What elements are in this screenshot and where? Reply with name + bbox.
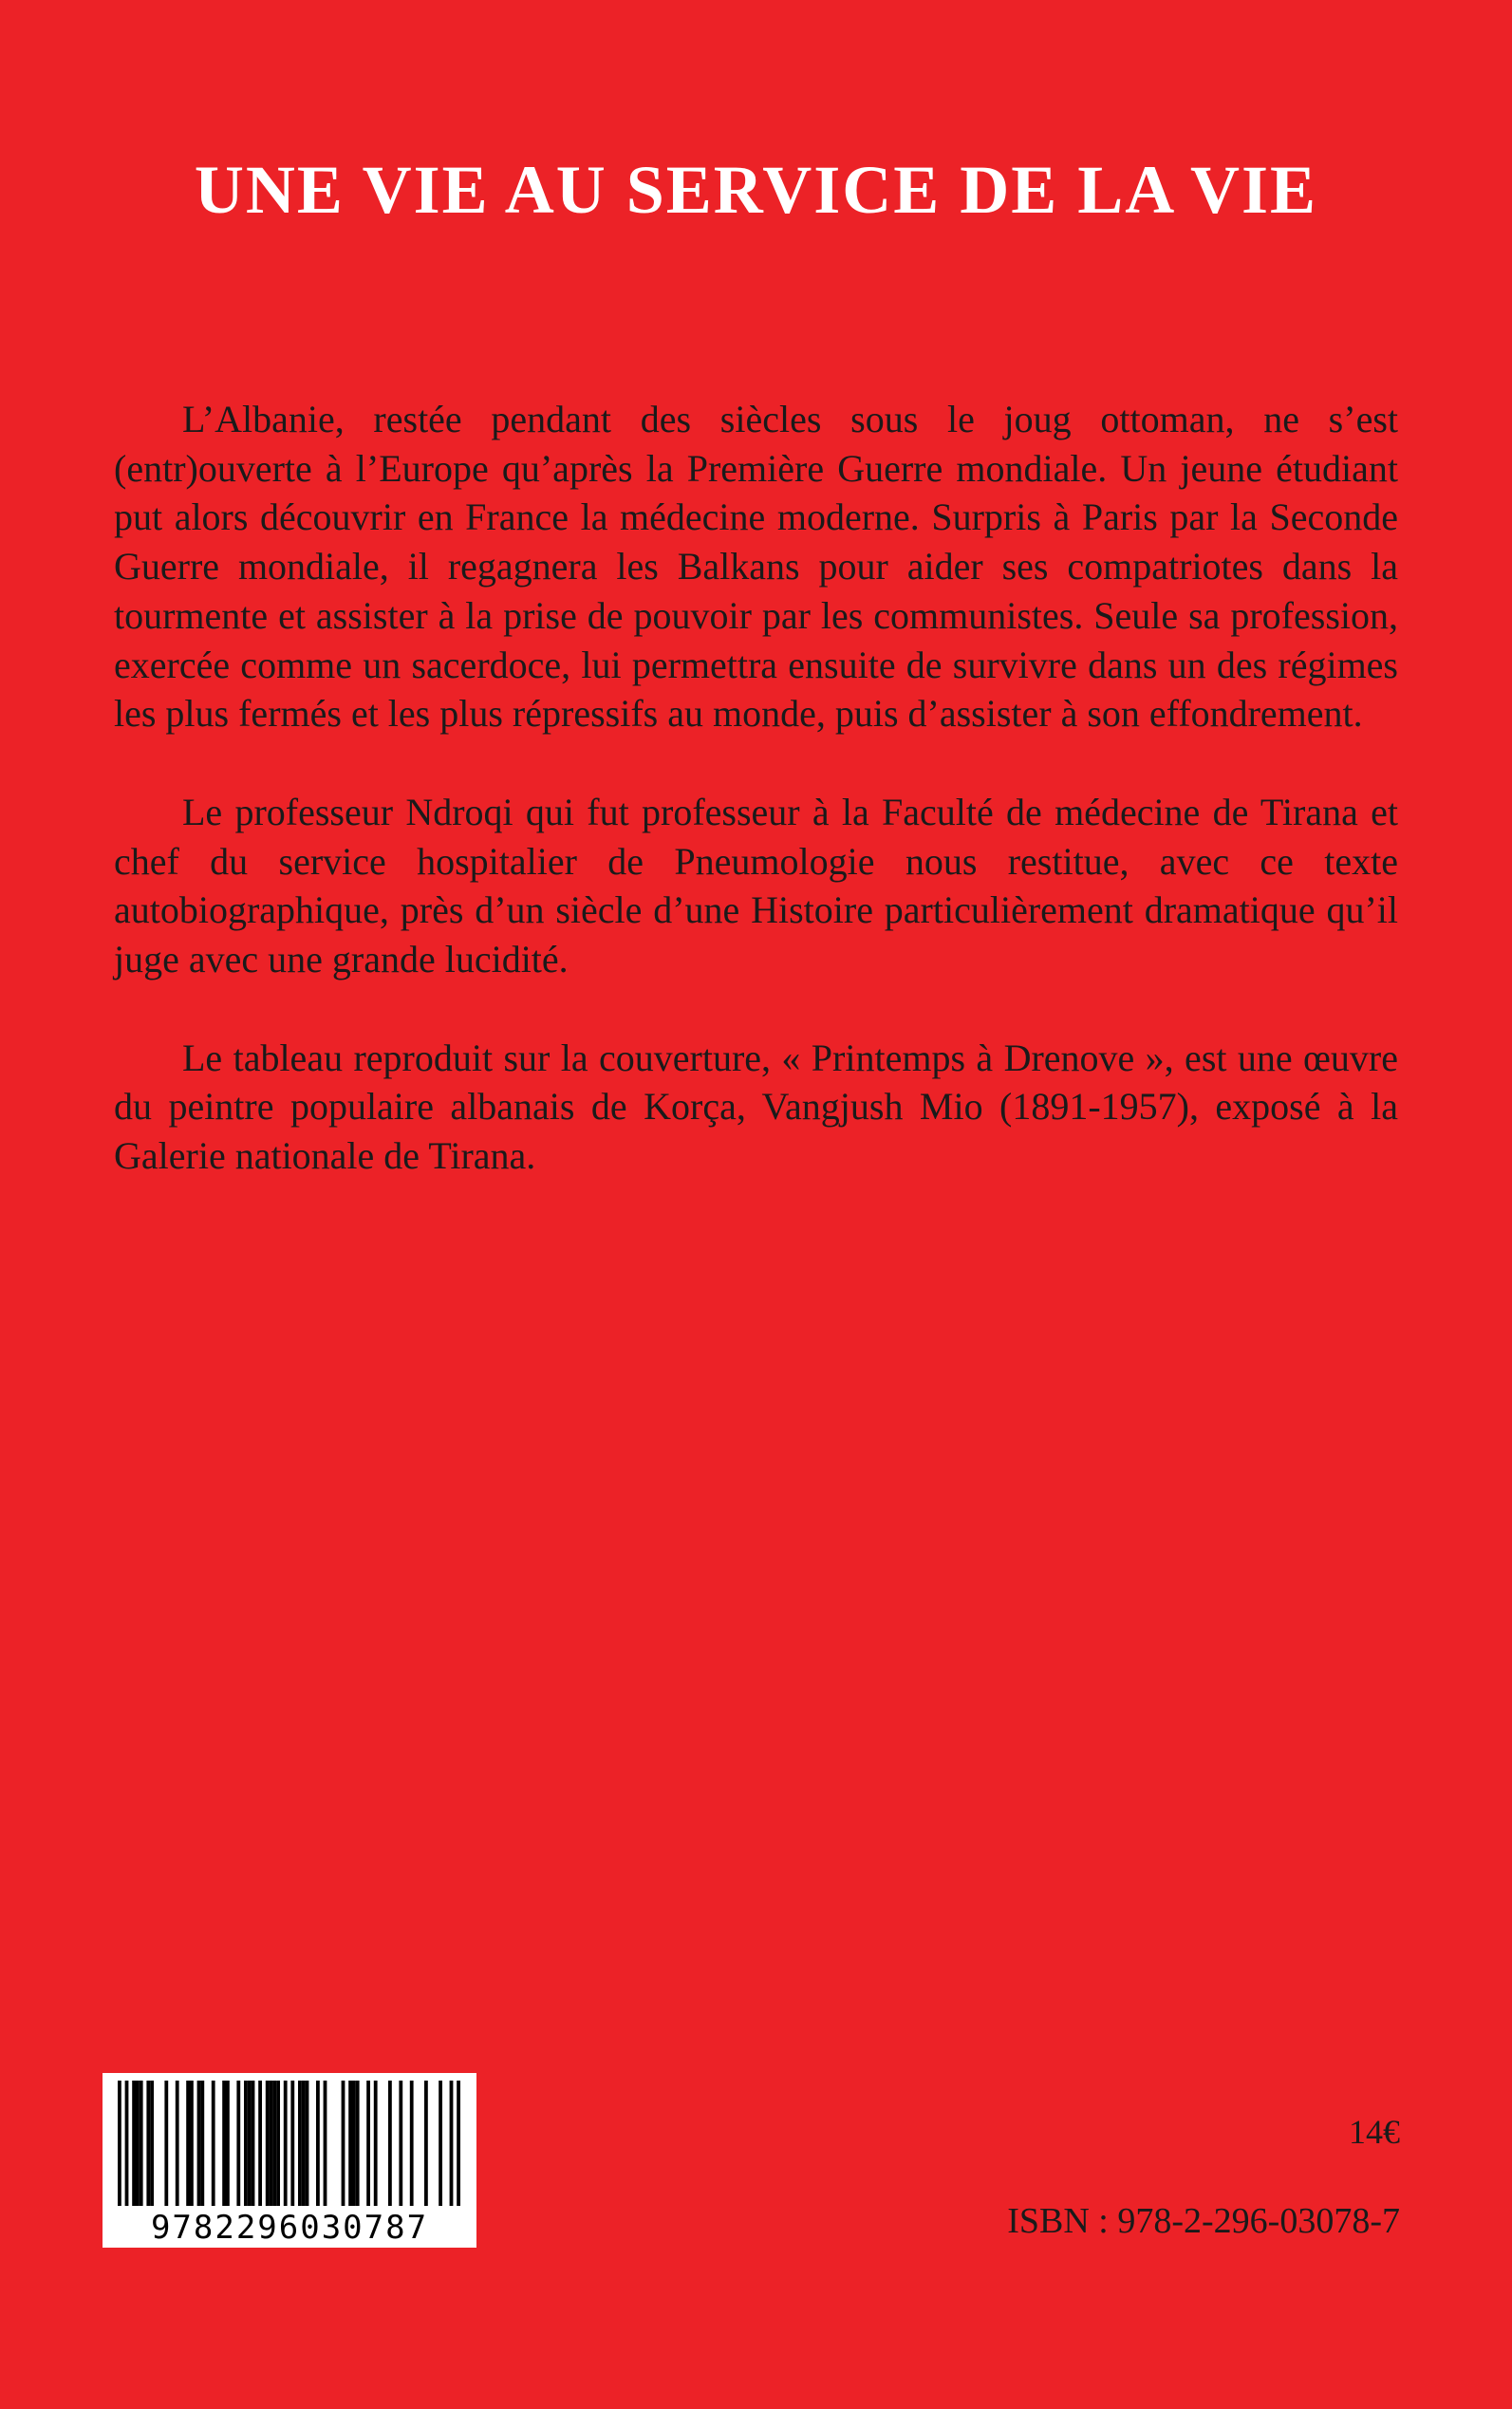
barcode-bar xyxy=(302,2081,306,2206)
barcode-digits: 9782296030787 xyxy=(150,2209,429,2247)
barcode-bar xyxy=(197,2081,201,2206)
barcode-bar xyxy=(298,2081,302,2206)
barcode-bar xyxy=(352,2081,356,2206)
barcode-bar xyxy=(176,2081,179,2206)
barcode-bar xyxy=(342,2081,345,2206)
barcode-bar xyxy=(457,2081,460,2206)
blurb-paragraph-2: Le professeur Ndroqi qui fut professeur à la Faculté de médecine de Tirana et chef du service hospitalier de Pneumologie nous restitue, avec ce texte autobiographique, près d’un siècle d’une Histoire particulièrement dramatique qu’il juge avec une grande lucidité. xyxy=(114,790,1398,981)
barcode-bar xyxy=(424,2081,428,2206)
barcode-bar xyxy=(388,2081,392,2206)
barcode-bar xyxy=(125,2081,129,2206)
barcode-bar xyxy=(272,2081,276,2206)
blurb-paragraph-1: L’Albanie, restée pendant des siècles sous le joug ottoman, ne s’est (entr)ouverte à l’Europe qu’après la Première Guerre mondiale. Un jeune étudiant put alors découvrir en France la médecine moderne. Surpris à Paris par la Seconde Guerre mondiale, il regagnera les Balkans pour aider ses compatriotes dans la tourmente et assister à la prise de pouvoir par les communistes. Seule sa profession, exercée comme un sacerdoce, lui permettra ensuite de survivre dans un des régimes les plus fermés et les plus répressifs au monde, puis d’assister à son effondrement. xyxy=(114,398,1398,736)
barcode xyxy=(103,2073,476,2248)
barcode-bar xyxy=(248,2081,252,2206)
barcode-bar xyxy=(118,2081,121,2206)
isbn: ISBN : 978-2-296-03078-7 xyxy=(1007,2201,1400,2241)
barcode-bar xyxy=(236,2081,240,2206)
barcode-bar xyxy=(348,2081,352,2206)
barcode-bar xyxy=(356,2081,360,2206)
barcode-bar xyxy=(316,2081,320,2206)
barcode-bar xyxy=(186,2081,190,2206)
barcode-bar xyxy=(306,2081,309,2206)
barcode-bar xyxy=(258,2081,262,2206)
barcode-bar xyxy=(222,2081,226,2206)
barcode-bar xyxy=(190,2081,194,2206)
barcode-bar xyxy=(284,2081,288,2206)
barcode-bar xyxy=(450,2081,454,2206)
barcode-bar xyxy=(150,2081,154,2206)
price: 14€ xyxy=(1349,2113,1400,2151)
barcode-bar xyxy=(146,2081,150,2206)
barcode-bar xyxy=(252,2081,255,2206)
barcode-bar xyxy=(324,2081,327,2206)
barcode-bar xyxy=(439,2081,442,2206)
blurb-paragraph-3: Le tableau reproduit sur la couverture, « Printemps à Drenove », est une œuvre du peintre populaire albanais de Korça, Vangjush Mio (1891-1957), exposé à la Galerie nationale de Tirana. xyxy=(114,1036,1398,1178)
book-title: UNE VIE AU SERVICE DE LA VIE xyxy=(194,152,1318,229)
barcode-bar xyxy=(136,2081,140,2206)
barcode-bar xyxy=(226,2081,230,2206)
barcode-bar xyxy=(399,2081,402,2206)
barcode-graphic xyxy=(103,2073,476,2248)
barcode-bar xyxy=(366,2081,370,2206)
barcode-bar xyxy=(290,2081,294,2206)
barcode-bar xyxy=(270,2081,273,2206)
barcode-bar xyxy=(140,2081,143,2206)
barcode-bar xyxy=(410,2081,414,2206)
barcode-bar xyxy=(164,2081,168,2206)
barcode-bar xyxy=(374,2081,378,2206)
barcode-bar xyxy=(200,2081,204,2206)
barcode-bar xyxy=(212,2081,215,2206)
barcode-bar xyxy=(132,2081,136,2206)
back-cover-blurb xyxy=(114,395,1398,1230)
barcode-bar xyxy=(276,2081,280,2206)
barcode-bar xyxy=(266,2081,270,2206)
barcode-bar xyxy=(244,2081,248,2206)
